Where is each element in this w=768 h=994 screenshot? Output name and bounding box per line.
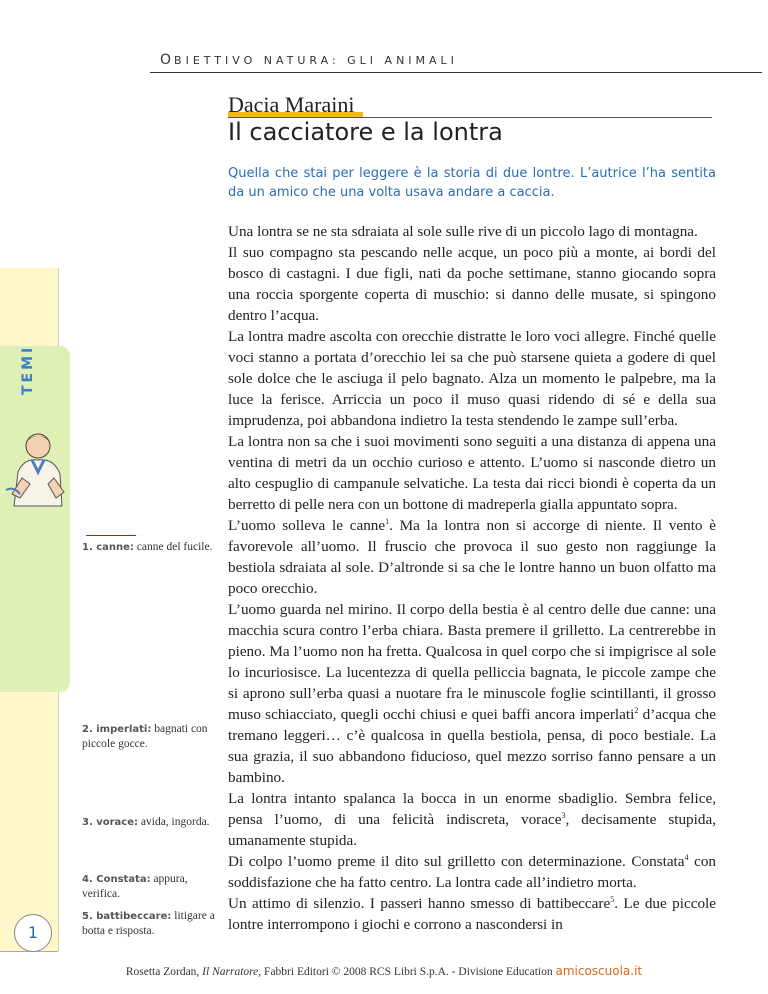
footnote-ref: 5: [610, 894, 615, 904]
footnote-text: litigare a botta e risposta.: [82, 910, 215, 937]
paragraph: [228, 851, 716, 893]
footer-credit: [0, 964, 768, 978]
story-text: [228, 221, 716, 935]
text-run: Di colpo l’uomo preme il dito sul grilletto con determinazione. Constata: [228, 853, 685, 870]
footer-text: , Fabbri Editori © 2008 RCS Libri S.p.A. - Divisione Education: [258, 966, 553, 978]
paragraph: [228, 599, 716, 788]
text-run: . Ma la lontra non si accorge di niente. Il vento è favorevole all’uomo. Il fruscio che provoca il suo gesto non raggiunge la bestiola sdraiata al sole. D’altronde si sa che le lontre hanno un buon olfatto ma poco orecchio.: [228, 517, 716, 597]
footnote-ref: 2: [634, 705, 639, 715]
page-title: Il cacciatore e la lontra: [228, 118, 503, 146]
paragraph: La lontra madre ascolta con orecchie distratte le loro voci allegre. Finché quelle voci stanno a portata d’orecchio lei sa che può starsene quieta a godere di quel sole dolce che le asciuga il pelo bagnato. Alza un momento le palpebre, ma la luce la ferisce. Arriccia un poco il muso quasi ridendo di sé e della sua imprudenza, poi abbandona indietro la testa stendendo le zampe sull’erba.: [228, 328, 716, 429]
footnote-label: 4. Constata:: [82, 874, 151, 885]
header-rule: [150, 72, 762, 73]
text-run: . Le due piccole lontre interrompono i giochi e corrono a nascondersi in: [228, 895, 717, 933]
text-run: Un attimo di silenzio. I passeri hanno smesso di battibeccare: [228, 895, 611, 912]
paragraph: La lontra non sa che i suoi movimenti sono seguiti a una distanza di appena una ventina di metri da un occhio curioso e attento. L’uomo si nasconde dietro un alto cespuglio di campanule selvatiche. La testa dai ricci biondi è coperta da un berretto di pelle nera con un bottone di madreperla gialla appuntato sopra.: [228, 433, 716, 513]
author-name: Dacia Maraini: [228, 92, 355, 117]
paragraph: [228, 893, 716, 935]
footnote-4: [82, 872, 218, 901]
footnote-ref: 3: [561, 810, 566, 820]
footnote-label: 1. canne:: [82, 542, 134, 553]
running-head-text: BIETTIVO NATURA: GLI ANIMALI: [174, 54, 458, 67]
notes-rule: [86, 535, 136, 536]
footnote-text: canne del fucile.: [136, 541, 213, 553]
footnote-label: 5. battibeccare:: [82, 911, 172, 922]
text-run: L’uomo solleva le canne: [228, 517, 386, 534]
footnote-text: appura, verifica.: [82, 873, 188, 900]
footnote-1: [82, 540, 218, 555]
text-run: con soddisfazione che ha fatto centro. La lontra cade all’indietro morta.: [228, 853, 717, 891]
intro-text: Quella che stai per leggere è la storia di due lontre. L’autrice l’ha sentita da un amico che una volta usava andare a caccia.: [228, 166, 716, 200]
text-run: La lontra intanto spalanca la bocca in un enorme sbadiglio. Sembra felice, pensa l’uomo, di una felicità indiscreta, vorace: [228, 790, 716, 828]
text-run: , decisamente stupida, umanamente stupida.: [228, 811, 716, 849]
footnote-text: avida, ingorda.: [140, 816, 210, 828]
paragraph: [228, 515, 716, 599]
paragraph: Una lontra se ne sta sdraiata al sole sulle rive di un piccolo lago di montagna.: [228, 223, 698, 240]
sidebar-tab: [0, 346, 70, 692]
footnote-label: 3. vorace:: [82, 817, 139, 828]
footnote-ref: 1: [385, 516, 390, 526]
footer-text: Rosetta Zordan,: [125, 966, 203, 978]
footnote-5: [82, 909, 218, 938]
footnote-text: bagnati con piccole gocce.: [82, 723, 208, 750]
footnote-label: 2. imperlati:: [82, 724, 152, 735]
running-head-initial: O: [160, 52, 175, 68]
sidebar-label: TEMI: [20, 344, 36, 395]
running-head: [160, 52, 458, 68]
footnote-3: [82, 815, 218, 830]
page-number: 1: [14, 914, 52, 952]
text-run: d’acqua che tremano leggeri… c’è qualcosa in quella bestiola, pensa, di poco bestiale. La sua grazia, il suo abbandono fiducioso, quel mezzo sorriso fanno pensare a un bambino.: [228, 706, 717, 786]
text-run: L’uomo guarda nel mirino. Il corpo della bestia è al centro delle due canne: una macchia scura contro l’erba chiara. Basta premere il grilletto. La centrerebbe in pieno. Ma l’uomo non ha fretta. Qualcosa in quel corpo che si impigrisce al sole lo incuriosisce. La lucentezza di quella pelliccia bagnata, le piccole zampe che si aprono sull’erba quasi a nuotare fra le minuscole foglie scintillanti, il grosso muso schiacciato, quegli occhi chiusi e quei baffi ancora imperlati: [228, 601, 716, 723]
boy-illustration-icon: [4, 428, 68, 508]
paragraph: [228, 788, 716, 851]
footer-book-title: Il Narratore: [202, 966, 259, 978]
amicoscuola-logo[interactable]: amicoscuola.it: [555, 964, 643, 978]
paragraph: Il suo compagno sta pescando nelle acque, un poco più a monte, ai bordi del bosco di castagni. I due figli, nati da poche settimane, stanno giocando sopra una roccia sporgente coperta di muschio: si danno delle musate, si spingono dentro l’acqua.: [228, 244, 716, 324]
footnote-ref: 4: [684, 852, 689, 862]
footnote-2: [82, 722, 218, 751]
